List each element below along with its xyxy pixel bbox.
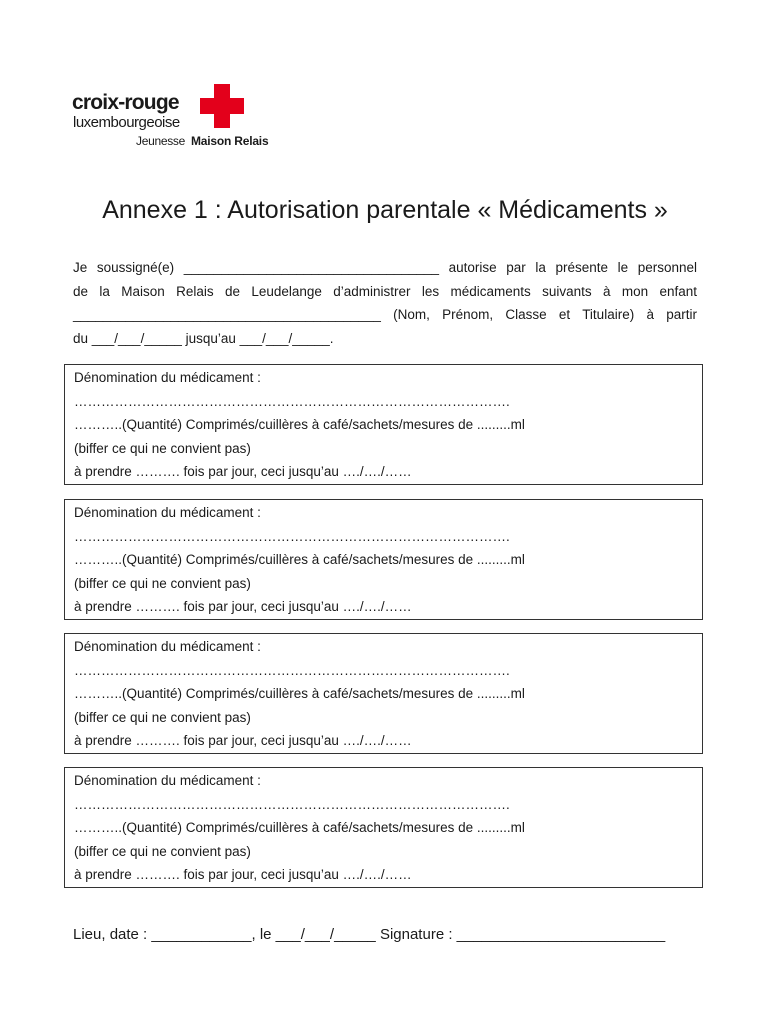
croix-rouge-logo [72,84,312,154]
red-cross-icon [200,84,244,128]
logo-maison-relais-text: Maison Relais [190,134,269,148]
dosage-line: à prendre ………. fois par jour, ceci jusqu’au …./…./…… [74,599,412,614]
intro-line-4: du ___/___/_____ jusqu’au ___/___/_____. [73,330,334,346]
intro-line-1: Je soussigné(e) __________________________________ autorise par la présente le personnel [73,260,697,275]
denomination-label: Dénomination du médicament : [74,773,261,788]
dosage-line: à prendre ………. fois par jour, ceci jusqu’au …./…./…… [74,733,412,748]
denomination-dots-field: ……………………………………………………………………………………. [74,393,510,409]
strike-note: (biffer ce qui ne convient pas) [74,843,251,859]
quantity-line: ………..(Quantité) Comprimés/cuillères à café/sachets/mesures de .........ml [74,417,525,432]
strike-note: (biffer ce qui ne convient pas) [74,575,251,591]
intro-line-2: de la Maison Relais de Leudelange d’administrer les médicaments suivants à mon enfant [73,283,697,299]
denomination-dots-field: ……………………………………………………………………………………. [74,662,510,678]
logo-luxembourgeoise-text: luxembourgeoise [73,114,180,131]
medication-box-1 [64,364,703,485]
dosage-line: à prendre ………. fois par jour, ceci jusqu’au …./…./…… [74,464,412,479]
place-date-signature-line: Lieu, date : ____________, le ___/___/_____ Signature : _________________________ [73,926,666,943]
medication-box-4 [64,767,703,888]
denomination-label: Dénomination du médicament : [74,370,261,385]
logo-jeunesse-text: Jeunesse [136,134,185,148]
quantity-line: ………..(Quantité) Comprimés/cuillères à café/sachets/mesures de .........ml [74,686,525,701]
denomination-dots-field: ……………………………………………………………………………………. [74,528,510,544]
quantity-line: ………..(Quantité) Comprimés/cuillères à café/sachets/mesures de .........ml [74,552,525,567]
logo-subtitle [136,134,268,148]
denomination-label: Dénomination du médicament : [74,639,261,654]
logo-croix-rouge-text: croix-rouge [72,91,179,114]
authorization-paragraph [73,256,697,350]
intro-line-3: _________________________________________ (Nom, Prénom, Classe et Titulaire) à partir [73,307,697,322]
dosage-line: à prendre ………. fois par jour, ceci jusqu’au …./…./…… [74,867,412,882]
page-title: Annexe 1 : Autorisation parentale « Médicaments » [102,196,668,224]
medication-box-3 [64,633,703,754]
denomination-dots-field: ……………………………………………………………………………………. [74,796,510,812]
quantity-line: ………..(Quantité) Comprimés/cuillères à café/sachets/mesures de .........ml [74,820,525,835]
strike-note: (biffer ce qui ne convient pas) [74,440,251,456]
denomination-label: Dénomination du médicament : [74,505,261,520]
medication-box-2 [64,499,703,620]
strike-note: (biffer ce qui ne convient pas) [74,709,251,725]
